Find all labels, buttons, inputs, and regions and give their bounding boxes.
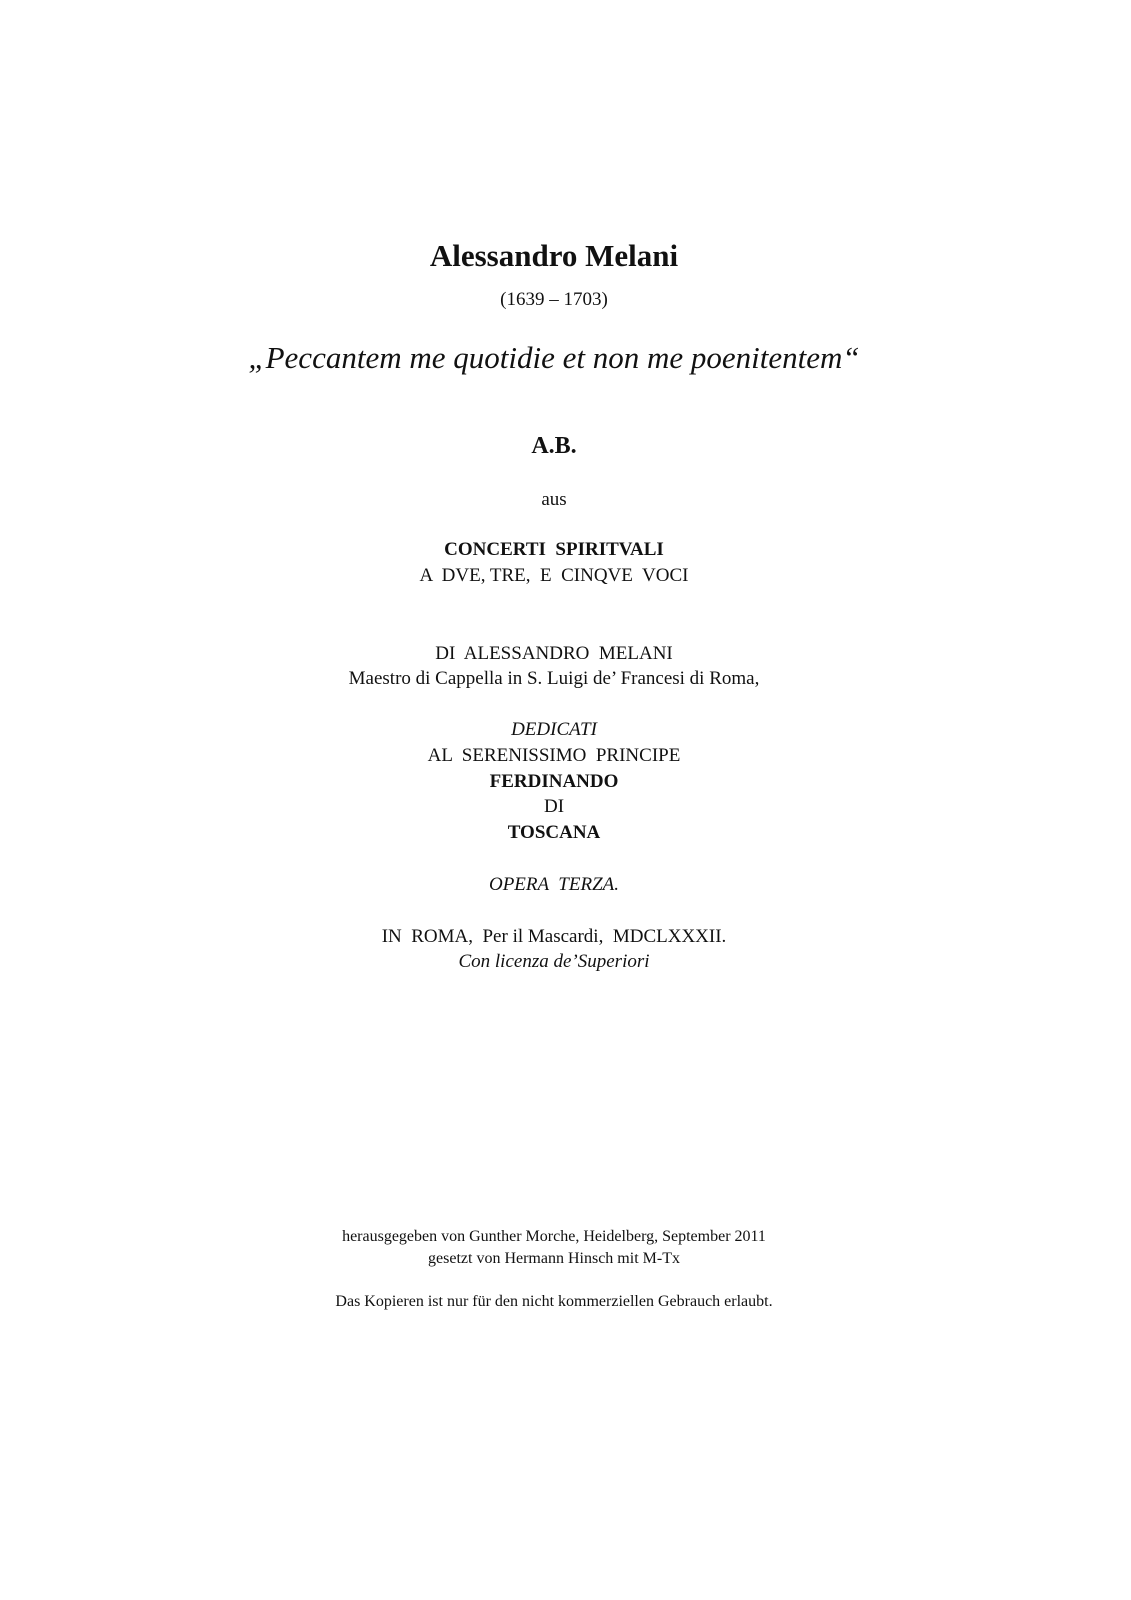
source-title: CONCERTI SPIRITVALI xyxy=(444,539,664,560)
work-title: „Peccantem me quotidie et non me poenitentem“ xyxy=(248,340,860,375)
source-author: DI ALESSANDRO MELANI xyxy=(435,643,673,664)
imprint: IN ROMA, Per il Mascardi, MDCLXXXII. xyxy=(381,926,727,947)
from-label: aus xyxy=(541,489,567,510)
opus: OPERA TERZA. xyxy=(488,874,619,895)
voicing: A.B. xyxy=(531,433,577,459)
dedication-label: DEDICATI xyxy=(511,719,597,740)
typesetter-credit: gesetzt von Hermann Hinsch mit M-Tx xyxy=(428,1250,680,1267)
license: Con licenza de’Superiori xyxy=(458,951,650,972)
dedicatee-name: FERDINANDO xyxy=(489,771,619,792)
composer-name: Alessandro Melani xyxy=(429,238,679,273)
composer-lifespan: (1639 – 1703) xyxy=(500,289,608,310)
dedicatee-prefix: AL SERENISSIMO PRINCIPE xyxy=(427,745,681,766)
source-subtitle: A DVE, TRE, E CINQVE VOCI xyxy=(419,565,689,586)
dedicatee-place: TOSCANA xyxy=(507,822,601,843)
source-author-role: Maestro di Cappella in S. Luigi de’ Francesi di Roma, xyxy=(348,668,760,689)
editor-credit: herausgegeben von Gunther Morche, Heidelberg, September 2011 xyxy=(342,1228,766,1245)
copyright-notice: Das Kopieren ist nur für den nicht kommerziellen Gebrauch erlaubt. xyxy=(335,1293,773,1310)
dedicatee-of: DI xyxy=(543,796,565,817)
